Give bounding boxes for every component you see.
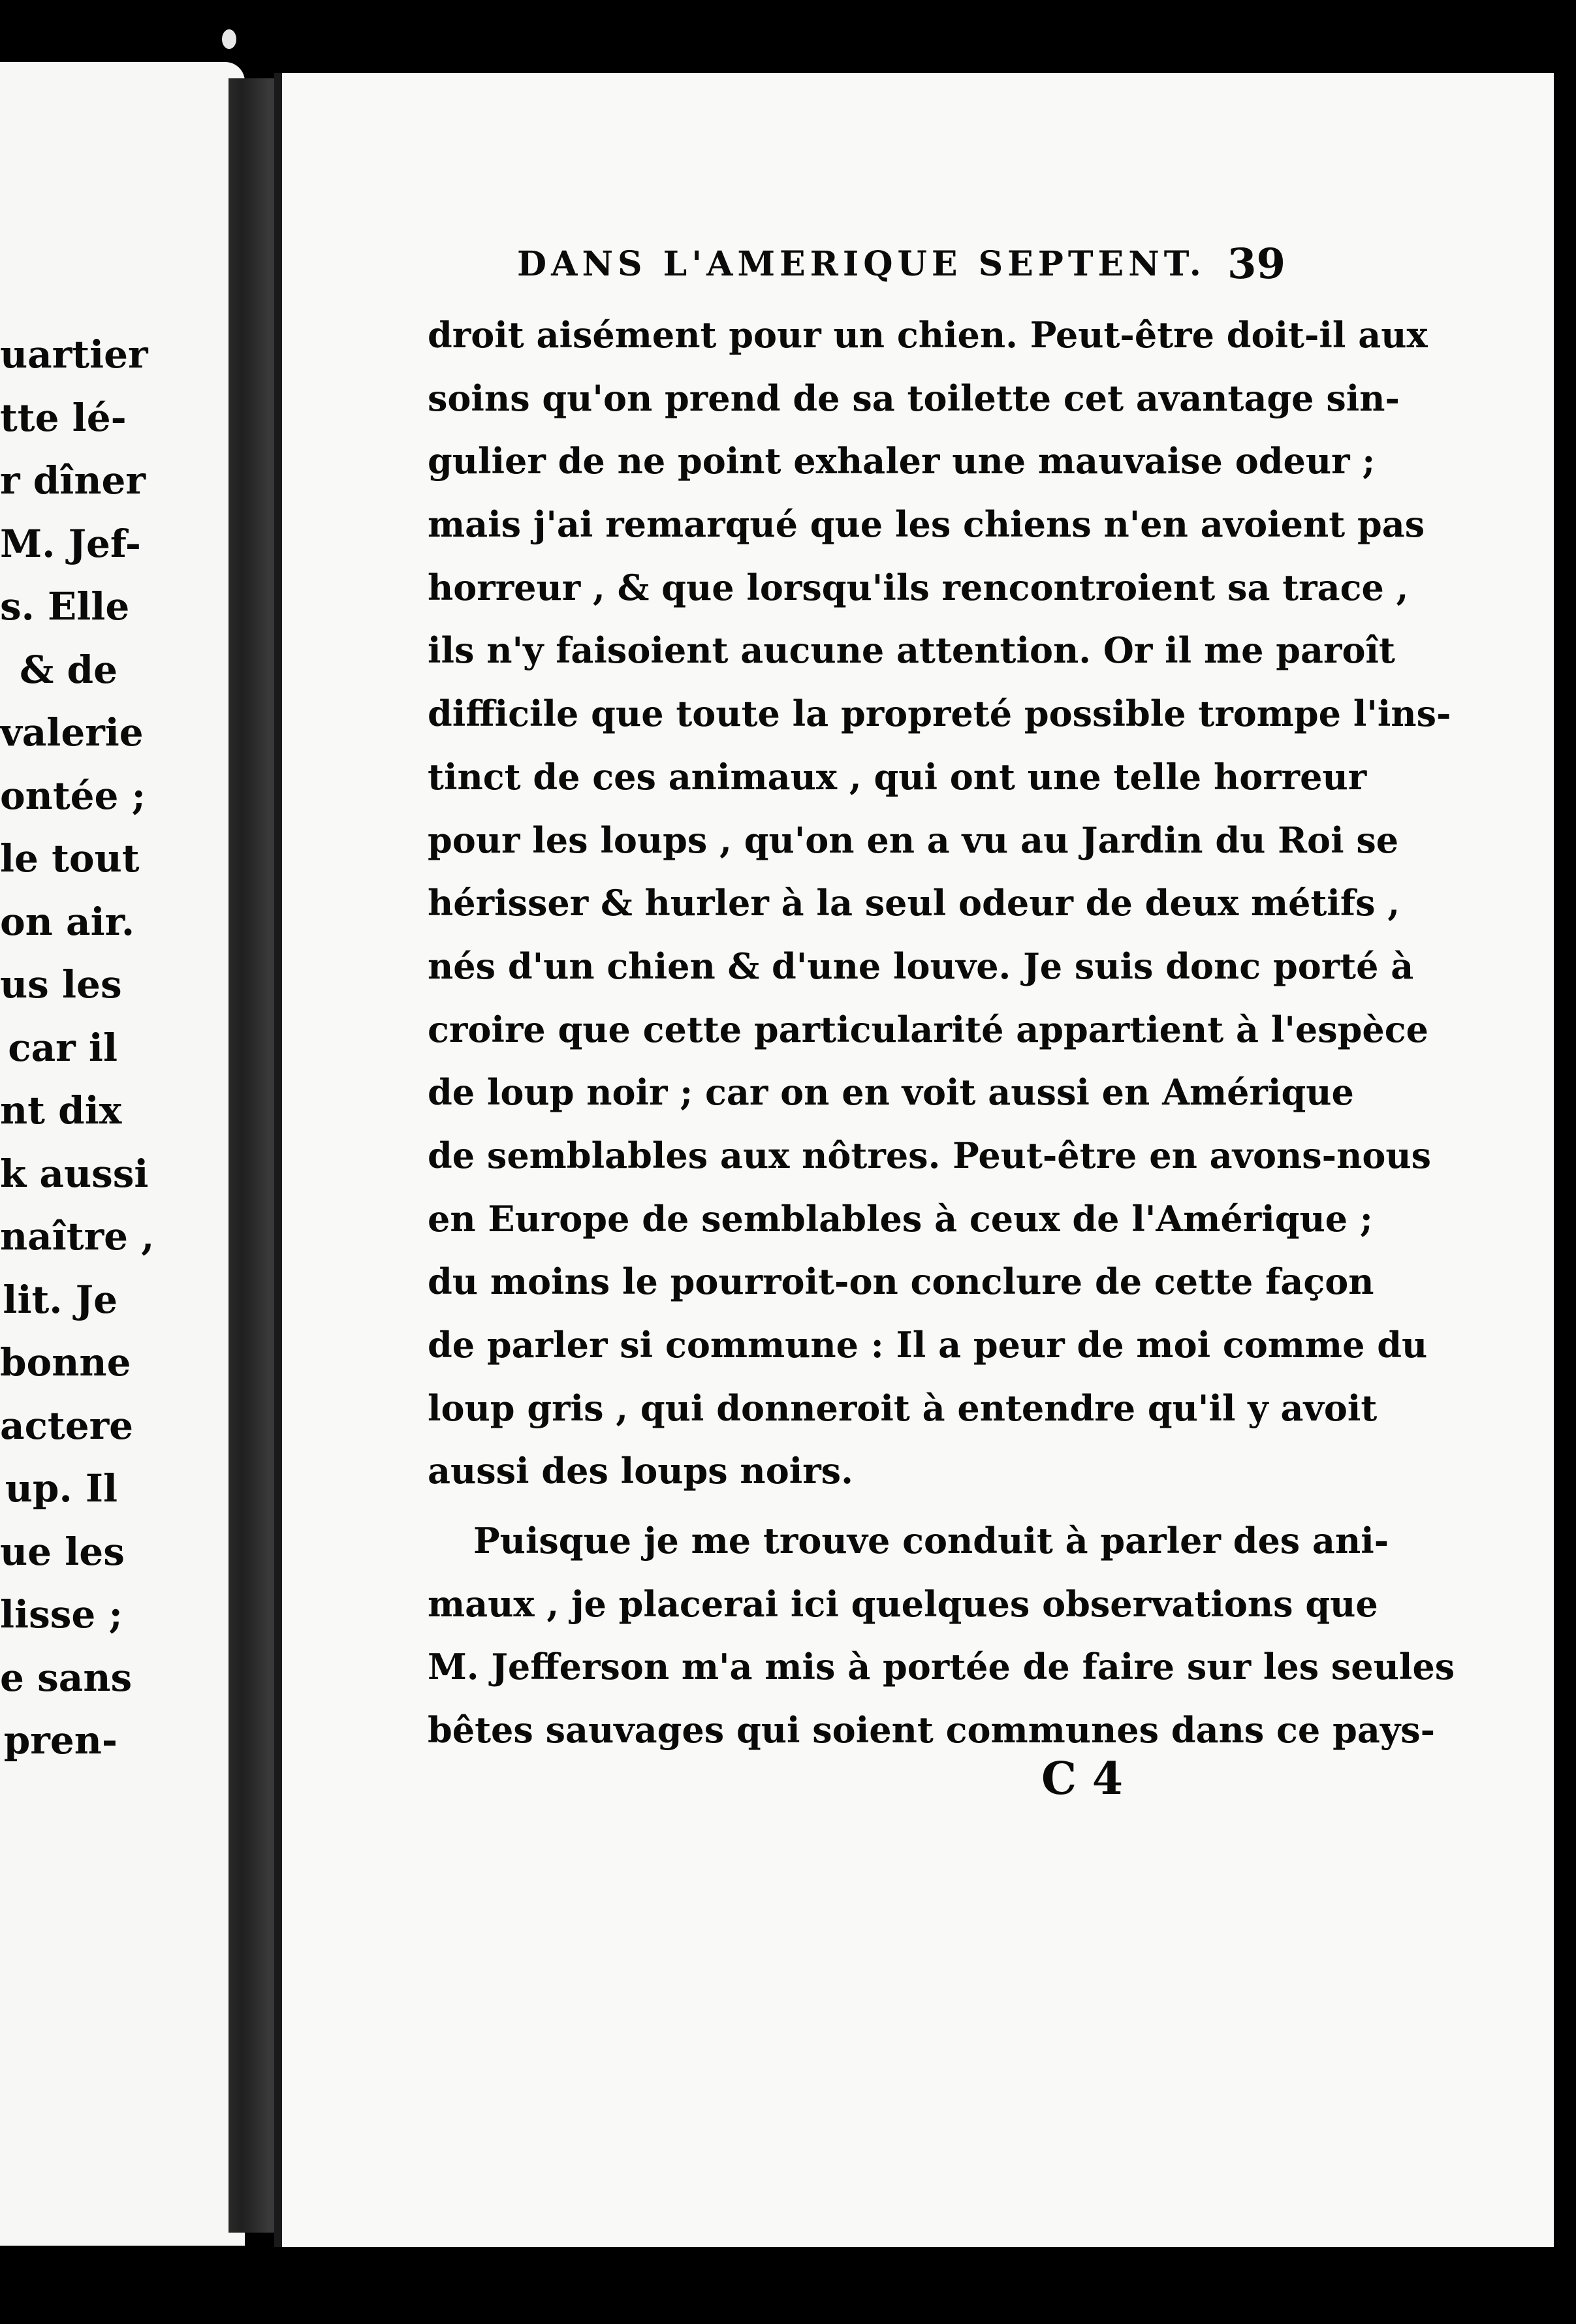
left-line: valerie <box>0 710 144 755</box>
text-line: mais j'ai remarqué que les chiens n'en avoient pas <box>428 503 1425 546</box>
left-line: ontée ; <box>0 773 146 818</box>
left-line: car il <box>8 1025 118 1070</box>
paragraph-gap <box>428 1503 1283 1509</box>
text-line: en Europe de semblables à ceux de l'Amérique ; <box>428 1197 1373 1240</box>
left-line: lit. Je <box>3 1277 118 1322</box>
page-number: 39 <box>1227 240 1286 289</box>
left-line: lisse ; <box>0 1592 123 1637</box>
text-line: droit aisément pour un chien. Peut-être doit-il aux <box>428 314 1428 356</box>
left-line: uartier <box>0 332 148 377</box>
left-line: naître , <box>0 1214 155 1259</box>
text-line: maux , je placerai ici quelques observations que <box>428 1582 1378 1625</box>
left-line: on air. <box>0 899 135 944</box>
text-line: aussi des loups noirs. <box>428 1450 853 1492</box>
left-line: e sans <box>0 1655 133 1700</box>
text-line: M. Jefferson m'a mis à portée de faire sur les seules <box>428 1646 1455 1688</box>
left-page-text <box>0 323 245 1772</box>
left-line: ue les <box>0 1529 125 1574</box>
left-line: pren- <box>3 1718 118 1763</box>
left-line: tte lé- <box>0 395 127 440</box>
left-line: s. Elle <box>0 584 130 629</box>
text-line: de semblables aux nôtres. Peut-être en avons-nous <box>428 1134 1432 1176</box>
left-line: nt dix <box>0 1088 122 1133</box>
text-line: de parler si commune : Il a peur de moi comme du <box>428 1324 1428 1366</box>
text-line: loup gris , qui donneroit à entendre qu'il y avoit <box>428 1387 1378 1429</box>
body-text <box>428 304 1455 1762</box>
signature-mark: C 4 <box>1041 1753 1124 1805</box>
text-line: pour les loups , qu'on en a vu au Jardin du Roi se <box>428 819 1399 861</box>
left-line: & de <box>19 647 118 692</box>
left-line: us les <box>0 962 122 1007</box>
left-line: up. Il <box>5 1466 118 1511</box>
text-line: gulier de ne point exhaler une mauvaise odeur ; <box>428 440 1376 482</box>
text-line: Puisque je me trouve conduit à parler des ani- <box>473 1520 1389 1562</box>
left-line: r dîner <box>0 458 146 503</box>
text-line: soins qu'on prend de sa toilette cet avantage sin- <box>428 377 1400 419</box>
text-line: nés d'un chien & d'une louve. Je suis donc porté à <box>428 945 1414 987</box>
text-line: bêtes sauvages qui soient communes dans ce pays- <box>428 1709 1436 1751</box>
left-line: le tout <box>0 836 140 881</box>
text-line: de loup noir ; car on en voit aussi en Amérique <box>428 1071 1354 1114</box>
text-line: difficile que toute la propreté possible trompe l'ins- <box>428 693 1451 735</box>
scan-speck <box>222 29 236 49</box>
text-line: du moins le pourroit-on conclure de cette façon <box>428 1261 1374 1303</box>
left-line: actere <box>0 1403 134 1448</box>
text-line: ils n'y faisoient aucune attention. Or il me paroît <box>428 629 1395 672</box>
left-page <box>0 62 245 2246</box>
text-line: hérisser & hurler à la seul odeur de deux métifs , <box>428 882 1400 924</box>
text-line: tinct de ces animaux , qui ont une telle horreur <box>428 755 1367 798</box>
running-head: DANS L'AMERIQUE SEPTENT. <box>517 244 1206 284</box>
left-line: k aussi <box>0 1151 149 1196</box>
text-line: horreur , & que lorsqu'ils rencontroient sa trace , <box>428 566 1409 608</box>
left-line: M. Jef- <box>0 521 141 566</box>
left-line: bonne <box>0 1340 131 1385</box>
text-line: croire que cette particularité appartient à l'espèce <box>428 1008 1428 1050</box>
